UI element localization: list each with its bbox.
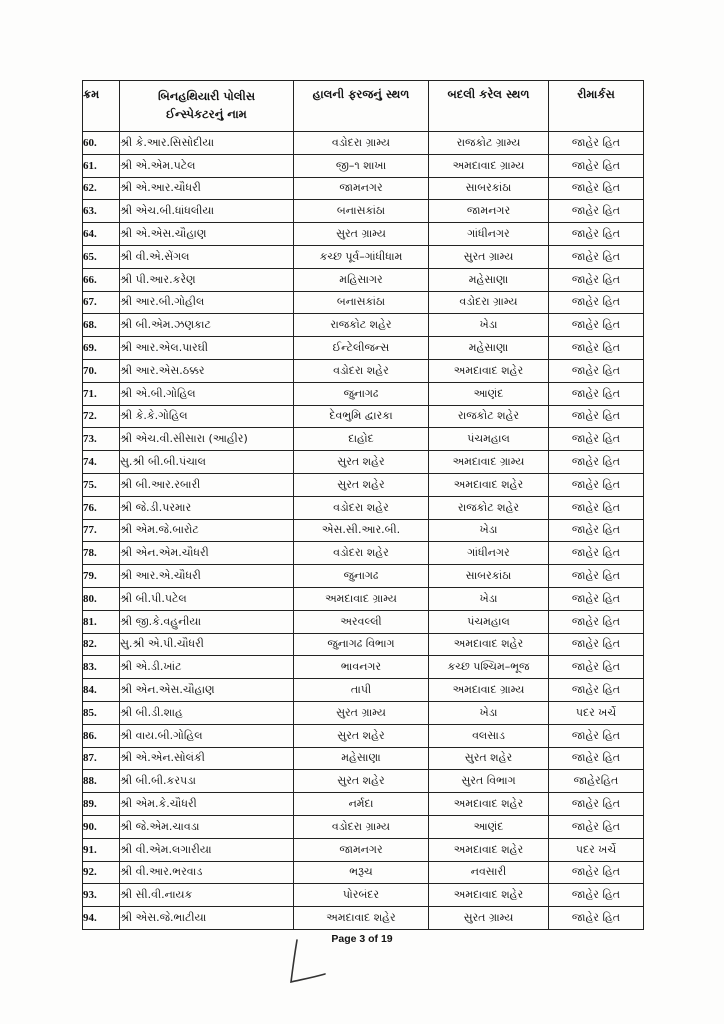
table-row (83, 565, 644, 588)
cell-transfer-place: ખેડા (429, 701, 549, 724)
cell-transfer-place: સુરત વિભાગ (429, 770, 549, 793)
table-row (83, 382, 644, 405)
cell-transfer-place: જામનગર (429, 200, 549, 223)
cell-remarks: જાહેર હિત (549, 815, 644, 838)
header-current-posting: હાલની ફરજનું સ્થળ (294, 81, 429, 132)
cell-serial-no: 93. (83, 884, 120, 907)
cell-transfer-place: આણંદ (429, 815, 549, 838)
table-row (83, 815, 644, 838)
cell-inspector-name: શ્રી વી.એમ.લગારીયા (120, 838, 294, 861)
table-row (83, 223, 644, 246)
cell-current-posting: ભાવનગર (294, 656, 429, 679)
cell-current-posting: જી–૧ શાખા (294, 154, 429, 177)
table-row (83, 519, 644, 542)
cell-current-posting: વડોદરા શહેર (294, 359, 429, 382)
cell-serial-no: 81. (83, 610, 120, 633)
table-row (83, 314, 644, 337)
cell-serial-no: 67. (83, 291, 120, 314)
cell-remarks: જાહેર હિત (549, 473, 644, 496)
cell-transfer-place: કચ્છ પશ્ચિમ–ભૂજ (429, 656, 549, 679)
cell-transfer-place: અમદાવાદ ગ્રામ્ય (429, 154, 549, 177)
cell-remarks: જાહેર હિત (549, 291, 644, 314)
table-header-row (83, 81, 644, 132)
table-row (83, 861, 644, 884)
cell-current-posting: ભરૂચ (294, 861, 429, 884)
cell-inspector-name: શ્રી વાય.બી.ગોહિલ (120, 724, 294, 747)
cell-transfer-place: પંચમહાલ (429, 610, 549, 633)
table-row (83, 291, 644, 314)
cell-serial-no: 68. (83, 314, 120, 337)
table-row (83, 793, 644, 816)
table-row (83, 907, 644, 930)
cell-transfer-place: સાબરકાંઠા (429, 177, 549, 200)
cell-inspector-name: શ્રી સી.વી.નાયક (120, 884, 294, 907)
cell-serial-no: 76. (83, 496, 120, 519)
cell-remarks: જાહેર હિત (549, 200, 644, 223)
cell-serial-no: 74. (83, 451, 120, 474)
cell-inspector-name: સુ.શ્રી બી.બી.પંચાલ (120, 451, 294, 474)
table-row (83, 177, 644, 200)
header-inspector-name (120, 81, 294, 132)
table-row (83, 405, 644, 428)
cell-transfer-place: અમદાવાદ શહેર (429, 838, 549, 861)
cell-remarks: જાહેર હિત (549, 793, 644, 816)
cell-transfer-place: ખેડા (429, 519, 549, 542)
cell-serial-no: 75. (83, 473, 120, 496)
table-row (83, 200, 644, 223)
cell-remarks: જાહેર હિત (549, 610, 644, 633)
cell-serial-no: 66. (83, 268, 120, 291)
cell-inspector-name: શ્રી બી.બી.કરપડા (120, 770, 294, 793)
cell-serial-no: 92. (83, 861, 120, 884)
cell-transfer-place: સુરત શહેર (429, 747, 549, 770)
cell-remarks: જાહેર હિત (549, 314, 644, 337)
header-serial-no: ક્રમ (83, 81, 120, 132)
cell-transfer-place: વલસાડ (429, 724, 549, 747)
cell-serial-no: 79. (83, 565, 120, 588)
cell-remarks: જાહેર હિત (549, 359, 644, 382)
cell-inspector-name: શ્રી બી.આર.રબારી (120, 473, 294, 496)
cell-serial-no: 85. (83, 701, 120, 724)
cell-serial-no: 82. (83, 633, 120, 656)
cell-inspector-name: શ્રી એ.આર.ચૌધરી (120, 177, 294, 200)
table-row (83, 132, 644, 155)
cell-transfer-place: રાજકોટ શહેર (429, 496, 549, 519)
cell-remarks: જાહેર હિત (549, 542, 644, 565)
cell-inspector-name: શ્રી આર.એ.ચૌધરી (120, 565, 294, 588)
cell-inspector-name: શ્રી આર.એલ.પારઘી (120, 337, 294, 360)
cell-current-posting: વડોદરા શહેર (294, 496, 429, 519)
cell-remarks: જાહેર હિત (549, 679, 644, 702)
cell-inspector-name: શ્રી કે.કે.ગોહિલ (120, 405, 294, 428)
cell-current-posting: અમદાવાદ ગ્રામ્ય (294, 587, 429, 610)
cell-remarks: જાહેર હિત (549, 382, 644, 405)
cell-transfer-place: અમદાવાદ શહેર (429, 884, 549, 907)
cell-transfer-place: ખેડા (429, 314, 549, 337)
cell-transfer-place: મહેસાણા (429, 268, 549, 291)
cell-inspector-name: શ્રી જી.કે.વહુનીયા (120, 610, 294, 633)
cell-current-posting: જુનાગઢ (294, 565, 429, 588)
cell-serial-no: 70. (83, 359, 120, 382)
cell-remarks: જાહેર હિત (549, 337, 644, 360)
cell-transfer-place: અમદાવાદ ગ્રામ્ય (429, 451, 549, 474)
cell-current-posting: બનાસકાંઠા (294, 200, 429, 223)
table-row (83, 337, 644, 360)
cell-current-posting: ઈન્ટેલીજન્સ (294, 337, 429, 360)
cell-remarks: જાહેરહિત (549, 770, 644, 793)
table-row (83, 838, 644, 861)
cell-serial-no: 62. (83, 177, 120, 200)
cell-remarks: જાહેર હિત (549, 565, 644, 588)
cell-remarks: જાહેર હિત (549, 496, 644, 519)
cell-current-posting: અમદાવાદ શહેર (294, 907, 429, 930)
cell-inspector-name: શ્રી એચ.બી.ધાંધલીયા (120, 200, 294, 223)
cell-inspector-name: શ્રી એ.બી.ગોહિલ (120, 382, 294, 405)
cell-transfer-place: સાબરકાંઠા (429, 565, 549, 588)
cell-inspector-name: શ્રી એન.એમ.ચૌધરી (120, 542, 294, 565)
cell-remarks: જાહેર હિત (549, 451, 644, 474)
cell-inspector-name: સુ.શ્રી એ.પી.ચૌધરી (120, 633, 294, 656)
table-row (83, 451, 644, 474)
table-row (83, 587, 644, 610)
cell-inspector-name: શ્રી એચ.વી.સીસારા (આહીર) (120, 428, 294, 451)
cell-remarks: જાહેર હિત (549, 747, 644, 770)
cell-current-posting: વડોદરા શહેર (294, 542, 429, 565)
cell-serial-no: 91. (83, 838, 120, 861)
cell-current-posting: વડોદરા ગ્રામ્ય (294, 132, 429, 155)
cell-inspector-name: શ્રી એ.એસ.ચૌહાણ (120, 223, 294, 246)
cell-transfer-place: આણંદ (429, 382, 549, 405)
cell-transfer-place: અમદાવાદ શહેર (429, 473, 549, 496)
table-row (83, 245, 644, 268)
cell-remarks: જાહેર હિત (549, 177, 644, 200)
cell-current-posting: પોરબંદર (294, 884, 429, 907)
cell-transfer-place: વડોદરા ગ્રામ્ય (429, 291, 549, 314)
cell-serial-no: 90. (83, 815, 120, 838)
cell-current-posting: એસ.સી.આર.બી. (294, 519, 429, 542)
header-transfer-place: બદલી કરેલ સ્થળ (429, 81, 549, 132)
header-name-line1: બિનહથિયારી પોલીસ (157, 89, 256, 103)
cell-inspector-name: શ્રી એ.ડી.ખાંટ (120, 656, 294, 679)
cell-remarks: જાહેર હિત (549, 132, 644, 155)
cell-transfer-place: અમદાવાદ શહેર (429, 633, 549, 656)
cell-serial-no: 94. (83, 907, 120, 930)
cell-remarks: જાહેર હિત (549, 405, 644, 428)
table-row (83, 656, 644, 679)
cell-current-posting: સુરત શહેર (294, 770, 429, 793)
table-row (83, 884, 644, 907)
cell-current-posting: મહેસાણા (294, 747, 429, 770)
table-row (83, 542, 644, 565)
cell-current-posting: વડોદરા ગ્રામ્ય (294, 815, 429, 838)
cell-remarks: જાહેર હિત (549, 884, 644, 907)
cell-serial-no: 63. (83, 200, 120, 223)
cell-remarks: પદર ખર્ચે (549, 838, 644, 861)
cell-remarks: જાહેર હિત (549, 656, 644, 679)
cell-serial-no: 83. (83, 656, 120, 679)
cell-serial-no: 73. (83, 428, 120, 451)
cell-transfer-place: સુરત ગ્રામ્ય (429, 245, 549, 268)
cell-serial-no: 65. (83, 245, 120, 268)
cell-remarks: જાહેર હિત (549, 245, 644, 268)
cell-remarks: જાહેર હિત (549, 907, 644, 930)
cell-remarks: જાહેર હિત (549, 428, 644, 451)
cell-remarks: જાહેર હિત (549, 154, 644, 177)
cell-inspector-name: શ્રી કે.આર.સિસોદીયા (120, 132, 294, 155)
cell-serial-no: 69. (83, 337, 120, 360)
cell-inspector-name: શ્રી એ.એમ.પટેલ (120, 154, 294, 177)
cell-inspector-name: શ્રી જે.એમ.ચાવડા (120, 815, 294, 838)
cell-current-posting: જામનગર (294, 838, 429, 861)
table-row (83, 679, 644, 702)
cell-serial-no: 60. (83, 132, 120, 155)
cell-remarks: જાહેર હિત (549, 633, 644, 656)
cell-current-posting: રાજકોટ શહેર (294, 314, 429, 337)
table-row (83, 633, 644, 656)
cell-current-posting: સુરત શહેર (294, 724, 429, 747)
cell-current-posting: સુરત ગ્રામ્ય (294, 223, 429, 246)
table-row (83, 701, 644, 724)
cell-current-posting: મહિસાગર (294, 268, 429, 291)
cell-inspector-name: શ્રી એમ.જે.બારોટ (120, 519, 294, 542)
cell-current-posting: દાહોદ (294, 428, 429, 451)
cell-inspector-name: શ્રી આર.એસ.ઠક્કર (120, 359, 294, 382)
cell-remarks: જાહેર હિત (549, 587, 644, 610)
cell-inspector-name: શ્રી એમ.કે.ચૌધરી (120, 793, 294, 816)
transfer-table (82, 80, 644, 930)
cell-remarks: જાહેર હિત (549, 223, 644, 246)
table-row (83, 428, 644, 451)
header-name-line2: ઈન્સ્પેકટરનું નામ (166, 107, 247, 121)
cell-current-posting: સુરત શહેર (294, 451, 429, 474)
cell-current-posting: અરવલ્લી (294, 610, 429, 633)
cell-transfer-place: ગાંધીનગર (429, 223, 549, 246)
table-row (83, 610, 644, 633)
cell-transfer-place: પંચમહાલ (429, 428, 549, 451)
cell-current-posting: સુરત શહેર (294, 473, 429, 496)
cell-serial-no: 78. (83, 542, 120, 565)
table-row (83, 268, 644, 291)
cell-serial-no: 88. (83, 770, 120, 793)
cell-transfer-place: અમદાવાદ શહેર (429, 793, 549, 816)
cell-current-posting: જામનગર (294, 177, 429, 200)
cell-current-posting: સુરત ગ્રામ્ય (294, 701, 429, 724)
cell-transfer-place: અમદાવાદ ગ્રામ્ય (429, 679, 549, 702)
cell-inspector-name: શ્રી એ.એન.સોલંકી (120, 747, 294, 770)
cell-current-posting: જુનાગઢ (294, 382, 429, 405)
cell-inspector-name: શ્રી એસ.જે.ભાટીયા (120, 907, 294, 930)
cell-transfer-place: રાજકોટ ગ્રામ્ય (429, 132, 549, 155)
signature-mark (283, 938, 329, 988)
table-row (83, 359, 644, 382)
cell-remarks: જાહેર હિત (549, 268, 644, 291)
cell-current-posting: દેવભુમિ દ્વારકા (294, 405, 429, 428)
table-row (83, 154, 644, 177)
cell-serial-no: 87. (83, 747, 120, 770)
cell-remarks: જાહેર હિત (549, 519, 644, 542)
cell-current-posting: તાપી (294, 679, 429, 702)
cell-inspector-name: શ્રી જે.ડી.પરમાર (120, 496, 294, 519)
cell-transfer-place: સુરત ગ્રામ્ય (429, 907, 549, 930)
cell-current-posting: કચ્છ પૂર્વ–ગાંધીધામ (294, 245, 429, 268)
cell-transfer-place: ગાંધીનગર (429, 542, 549, 565)
cell-inspector-name: શ્રી બી.પી.પટેલ (120, 587, 294, 610)
cell-remarks: જાહેર હિત (549, 724, 644, 747)
header-remarks: રીમાર્કસ (549, 81, 644, 132)
cell-inspector-name: શ્રી આર.બી.ગોહીલ (120, 291, 294, 314)
cell-serial-no: 64. (83, 223, 120, 246)
table-row (83, 496, 644, 519)
cell-transfer-place: મહેસાણા (429, 337, 549, 360)
cell-serial-no: 80. (83, 587, 120, 610)
cell-inspector-name: શ્રી વી.એ.સેંગલ (120, 245, 294, 268)
table-row (83, 724, 644, 747)
cell-current-posting: બનાસકાંઠા (294, 291, 429, 314)
cell-transfer-place: રાજકોટ શહેર (429, 405, 549, 428)
table-row (83, 473, 644, 496)
page-number: Page 3 of 19 (331, 933, 393, 945)
cell-inspector-name: શ્રી બી.એમ.ઝણકાટ (120, 314, 294, 337)
cell-serial-no: 77. (83, 519, 120, 542)
cell-serial-no: 72. (83, 405, 120, 428)
cell-transfer-place: અમદાવાદ શહેર (429, 359, 549, 382)
cell-serial-no: 86. (83, 724, 120, 747)
cell-transfer-place: ખેડા (429, 587, 549, 610)
cell-inspector-name: શ્રી વી.આર.ભરવાડ (120, 861, 294, 884)
cell-serial-no: 71. (83, 382, 120, 405)
cell-serial-no: 89. (83, 793, 120, 816)
cell-current-posting: નર્મદા (294, 793, 429, 816)
cell-serial-no: 84. (83, 679, 120, 702)
cell-transfer-place: નવસારી (429, 861, 549, 884)
cell-serial-no: 61. (83, 154, 120, 177)
cell-remarks: પદર ખર્ચે (549, 701, 644, 724)
cell-inspector-name: શ્રી એન.એસ.ચૌહાણ (120, 679, 294, 702)
cell-inspector-name: શ્રી પી.આર.કરેણ (120, 268, 294, 291)
table-row (83, 747, 644, 770)
cell-inspector-name: શ્રી બી.ડી.શાહ (120, 701, 294, 724)
cell-current-posting: જુનાગઢ વિભાગ (294, 633, 429, 656)
table-row (83, 770, 644, 793)
cell-remarks: જાહેર હિત (549, 861, 644, 884)
